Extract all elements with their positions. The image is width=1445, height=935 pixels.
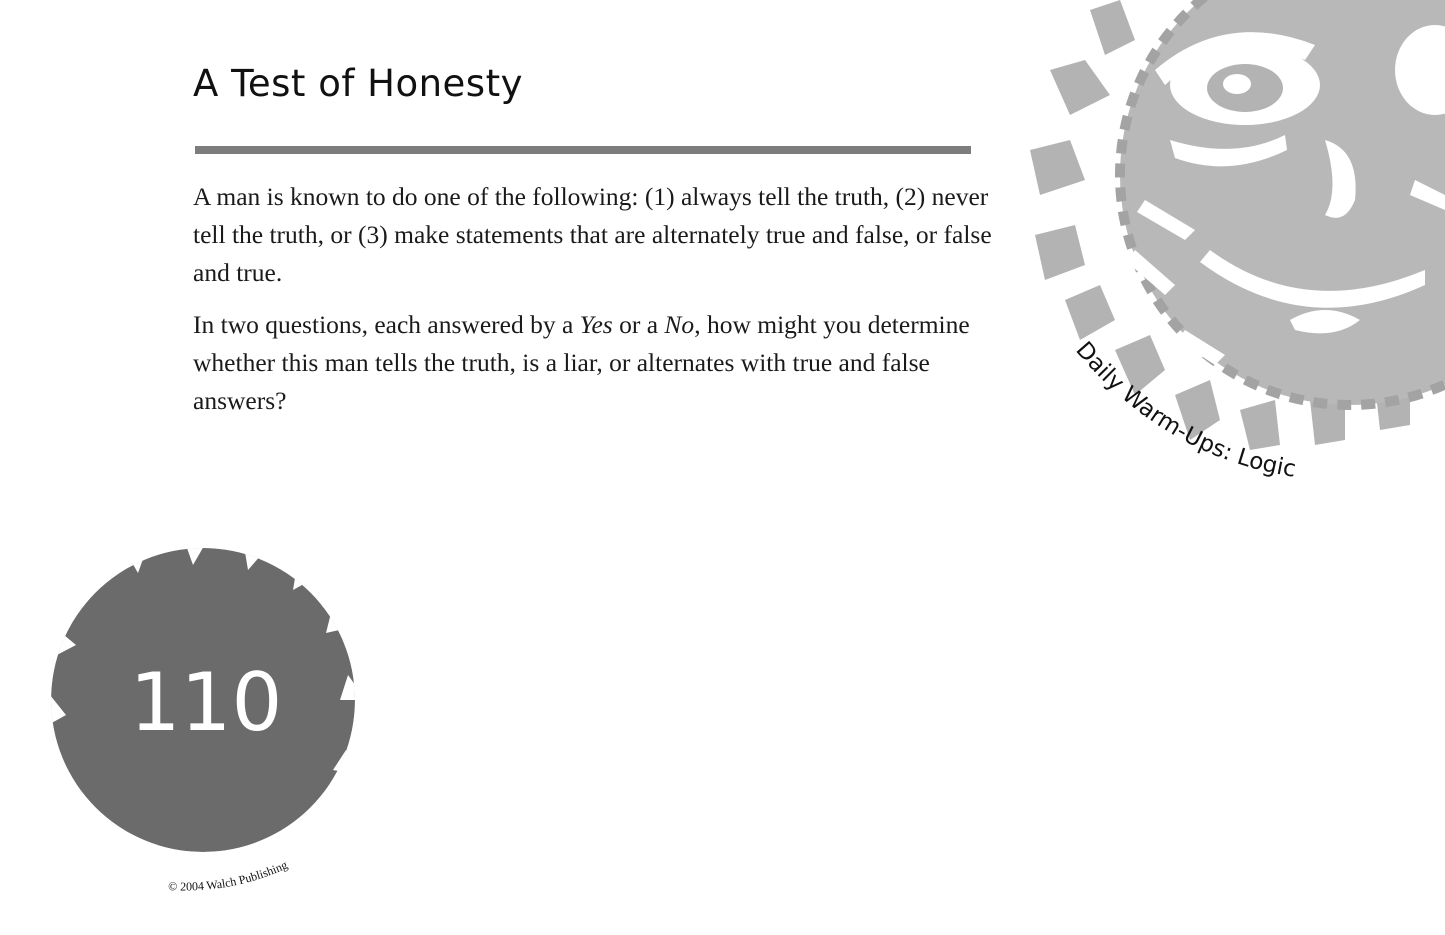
puzzle-paragraph-2 [193,306,1013,420]
copyright-notice [160,840,340,900]
paragraph-2-part-2: or a [612,310,665,339]
page-title: A Test of Honesty [193,62,523,105]
title-divider [195,146,971,154]
sun-face-icon [1025,0,1445,520]
card-number: 110 [129,656,283,749]
copyright-text [168,858,290,894]
copyright-path: © 2004 Walch Publishing [167,857,290,894]
series-label-path: Daily Warm-Ups: Logic [1070,337,1298,483]
paragraph-2-part-1: In two questions, each answered by a [193,310,580,339]
puzzle-paragraph-1: A man is known to do one of the following: (1) always tell the truth, (2) never tell the truth, or (3) make statements that are alternately true and false, or false and true. [193,182,992,287]
puzzle-text [193,178,1013,434]
no-word: No [664,310,695,339]
yes-word: Yes [579,310,613,339]
paragraph-2-part-3: , how might you determine whether this man tells the truth, is a liar, or alternates with true and false answers? [193,310,970,415]
